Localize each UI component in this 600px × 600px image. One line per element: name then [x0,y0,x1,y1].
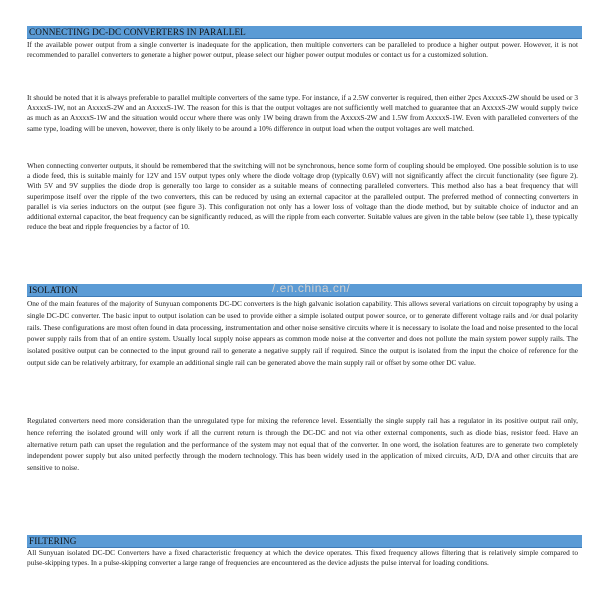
section-heading-isolation: ISOLATION [27,284,582,297]
section-heading-filtering: FILTERING [27,535,582,548]
paragraph: When connecting converter outputs, it should be remembered that the switching will not be synchronous, hence some form of coupling should be employed. One possible solution is to use a diode feed, this is suitable mainly for 12V and 15V output types only where the diode voltage drop (typically 0.6V) will not significantly affect the circuit functionality (see figure 2). With 5V and 9V supplies the diode drop is generally too large to consider as a suitable means of connecting paralleled converters. This method also has a beat frequency that will superimpose itself over the ripple of the two converters, this can be reduced by using an external capacitor at the paralleled output. The preferred method of connecting converters in parallel is via series inductors on the output (see figure 3). This configuration not only has a lower loss of voltage than the diode method, but by suitable choice of inductor and an additional external capacitor, the beat frequency can be significantly reduced, as will the ripple from each converter. Suitable values are given in the table below (see table 1), these typically reduce the beat and ripple frequencies by a factor of 10. [27,161,579,232]
paragraph: If the available power output from a single converter is inadequate for the application, then multiple converters can be paralleled to produce a higher output power. However, it is not recommended to parallel converters to generate a higher power output, please select our higher power output modules or contact us for a customized solution. [27,40,578,60]
paragraph: Regulated converters need more consideration than the unregulated type for mixing the reference level. Essentially the single supply rail has a regulator in its positive output rail only, hence referring the isolated ground will only work if all the current return is through the DC-DC and not via other external components, such as diode bias, resistor feed. Have an alternative return path can upset the regulation and the performance of the system may not equal that of the converter. In one word, the isolation features are to generate two completely independent power supply but also united perfectly through the modern technology. This has been widely used in the application of mixed circuits, A/D, D/A and other circuits that are sensitive to noise. [27,416,578,473]
watermark-text: /.en.china.cn/ [272,281,351,295]
paragraph: One of the main features of the majority of Sunyuan components DC-DC converters is the high galvanic isolation capability. This allows several variations on circuit topography by using a single DC-DC converter. The basic input to output isolation can be used to provide either a simple isolated output power source, or to generate different voltage rails and /or dual polarity rails. These configurations are most often found in data processing, instrumentation and other noise sensitive circuits where it is necessary to isolate the load and noise presented to the local power supply rails from that of an entire system. Usually local supply noise appears as common mode noise at the converter and does not pollute the main system power supply rails. The isolated positive output can be connected to the input ground rail to generate a negative supply rail if required. Since the output is isolated from the input the choice of reference for the output side can be relatively arbitrary, for example an additional single rail can be generated above the main supply rail or offset by some other DC value. [27,299,578,367]
paragraph: It should be noted that it is always preferable to parallel multiple converters of the same type. For instance, if a 2.5W converter is required, then either 2pcs AxxxxS-2W should be used or 3 AxxxxS-1W, not an AxxxxS-2W and an AxxxxS-1W. The reason for this is that the output voltages are not sufficiently well matched to guarantee that an AxxxxS-2W would supply twice as much as an AxxxxS-1W and the situation would occur where there was only 1W being drawn from the AxxxxS-2W and 1.5W from AxxxxS-1W. Even with paralleled converters of the same type, loading will be uneven, however, there is only likely to be around a 10% difference in output load when the output voltages are well matched. [27,93,578,133]
section-heading-parallel: CONNECTING DC-DC CONVERTERS IN PARALLEL [27,26,582,39]
paragraph: All Sunyuan isolated DC-DC Converters have a fixed characteristic frequency at which the device operates. This fixed frequency allows filtering that is relatively simple compared to pulse-skipping types. In a pulse-skipping converter a large range of frequencies are encountered as the device adjusts the pulse interval for loading conditions. [27,548,578,568]
